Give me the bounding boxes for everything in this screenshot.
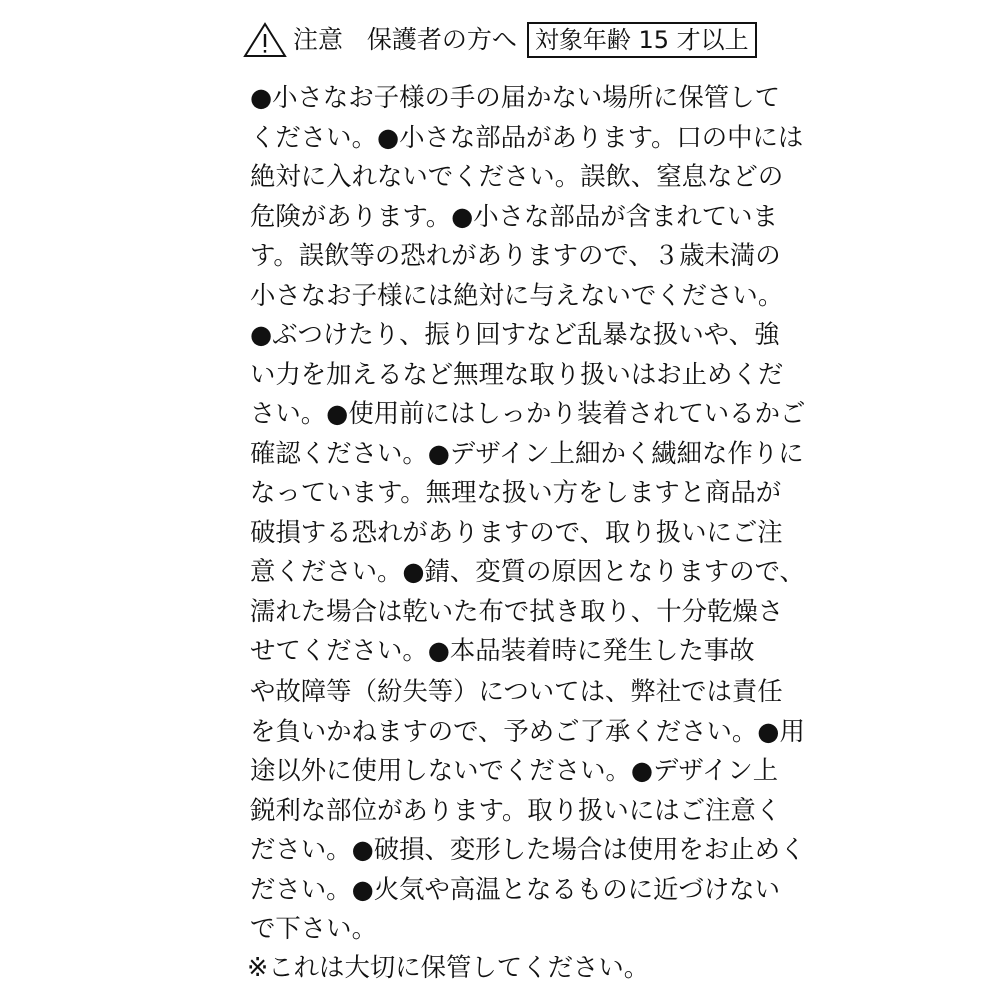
text-line: や故障等（紛失等）については、弊社では責任 xyxy=(250,676,783,706)
header-spacer xyxy=(343,22,367,58)
text-line: 小さなお子様には絶対に与えないでください。 xyxy=(250,279,784,310)
text-line: なっています。無理な扱い方をしますと商品が xyxy=(250,477,782,507)
text-line: で下さい。 xyxy=(250,913,377,943)
target-age-badge: 対象年齢 15 才以上 xyxy=(527,22,757,58)
text-line: い力を加えるなど無理な取り扱いはお止めくだ xyxy=(250,358,784,389)
warning-paragraph-1 xyxy=(250,78,806,671)
text-line: 危険があります。●小さな部品が含まれていま xyxy=(250,200,778,231)
text-line: 確認ください。●デザイン上細かく繊細な作りに xyxy=(250,437,804,468)
text-line: 鋭利な部位があります。取り扱いにはご注意く xyxy=(250,794,782,825)
warning-triangle-icon xyxy=(243,22,287,58)
text-line: 意ください。●錆、変質の原因となりますので、 xyxy=(250,556,805,586)
text-line: ださい。●火気や高温となるものに近づけない xyxy=(250,873,780,904)
text-line: す。誤飲等の恐れがありますので、３歳未満の xyxy=(250,240,781,270)
text-line: 絶対に入れないでください。誤飲、窒息などの xyxy=(250,161,784,191)
guardian-label: 保護者の方へ xyxy=(366,25,517,54)
warning-paragraph-2 xyxy=(250,672,806,949)
text-line: 破損する恐れがありますので、取り扱いにご注 xyxy=(250,516,783,547)
text-line: ●ぶつけたり、振り回すなど乱暴な扱いや、強 xyxy=(250,319,780,349)
caution-label: 注意 xyxy=(293,25,344,54)
text-line: さい。●使用前にはしっかり装着されているかご xyxy=(250,398,806,428)
text-line: ●小さなお子様の手の届かない場所に保管して xyxy=(250,82,780,112)
caution-header xyxy=(243,20,757,60)
text-line: 濡れた場合は乾いた布で拭き取り、十分乾燥さ xyxy=(250,595,784,626)
text-line: ださい。●破損、変形した場合は使用をお止めく xyxy=(250,834,806,864)
text-line: を負いかねますので、予めご了承ください。●用 xyxy=(250,715,805,746)
text-line: ください。●小さな部品があります。口の中には xyxy=(250,121,804,152)
text-line: 途以外に使用しないでください。●デザイン上 xyxy=(250,755,779,785)
text-line: せてください。●本品装着時に発生した事故 xyxy=(250,635,755,665)
storage-note: ※これは大切に保管してください。 xyxy=(247,952,650,982)
